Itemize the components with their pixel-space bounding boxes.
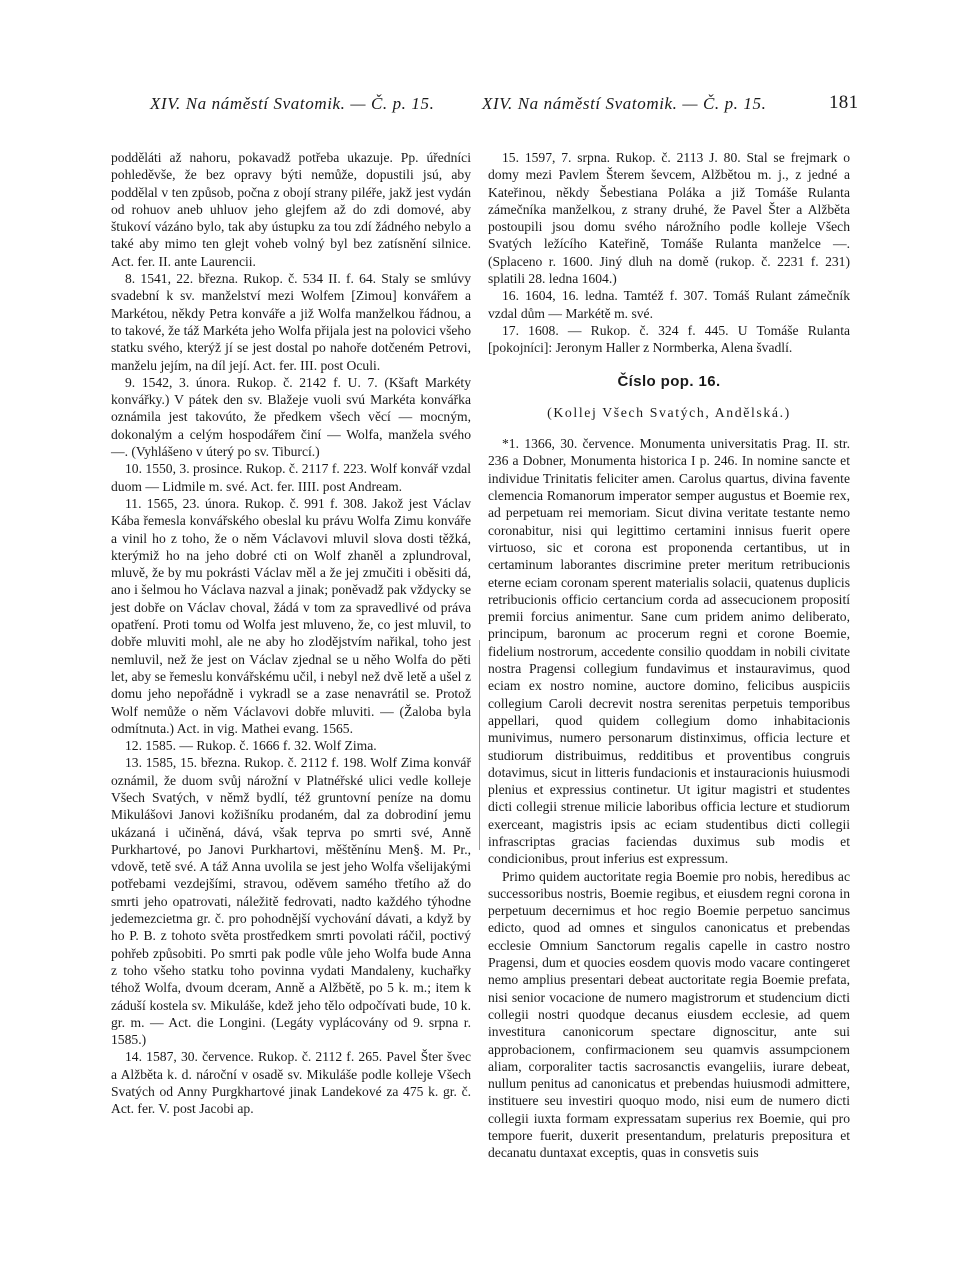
column-divider [479, 640, 480, 850]
section-subheading: (Kollej Všech Svatých, Andělská.) [547, 404, 791, 420]
paragraph: Primo quidem auctoritate regia Boemie pro nobis, heredibus ac successoribus nostris, Boemie regibus, et eiusdem regni corona in perpetuum decernimus et hoc regio Boemie perpetuo sancimus edicto, quod ad omnes et singulos canonicatus et prebendas ecclesie Omnium Sanctorum regalis capelle in castro nostro Pragensi, dum et quocies eosdem quovis modo vacare contingeret nemo amplius presentari debeat auctoritate regia Boemie prefata, nisi senior vocacione de numero magistrorum et studencium dicti collegii nostri quodque decanus eiusdem ecclesie, ad quem investitura canonicorum spectare dignoscitur, ante sui approbacionem, confirmacionem seu quamvis assumpcionem aliam, corporaliter tactis sacrosanctis evangeliis, iurare debeat, nullum penitus ad canonicatus et prebendas huiusmodi admittere, instituere seu investiri quoquo modo, nisi eum de numero dicti collegii iuxta formam expressatam superius rex Boemie, qui pro tempore fuerit, duxerit presentandum, prelaturis prepositura et decanatu duntaxat exceptis, quas in consvetis suis [488, 868, 850, 1161]
paragraph: 9. 1542, 3. února. Rukop. č. 2142 f. U. 7. (Kšaft Markéty konvářky.) V pátek den sv. Blažeje vuoli svú Markéta konvářka oznámila jest takovúto, že předkem všech věcí — mocným, dokonalým a celým hospodářem činí — Wolfa, manžela svého —. (Vyhlášeno v úterý po sv. Tiburcí.) [111, 374, 471, 460]
paragraph: podděláti až nahoru, pokavadž potřeba ukazuje. Pp. úředníci pohleděvše, že bez opravy býti nemůže, dopustili jsú, aby poddělal v ten způsob, počna z obojí strany piléře, jakž jest vydán od rohuov aneb uhluov jeho glejfem až do zdi domové, aby štukoví vázáno bylo, tak aby ústupku za tou zdí žádného nebylo a také aby mimo ten glejt voheb volný byl bez zatísnění silnice. Act. fer. II. ante Laurencii. [111, 150, 471, 269]
paragraph: 14. 1587, 30. července. Rukop. č. 2112 f. 265. Pavel Šter švec a Alžběta k. d. nároční v osadě sv. Mikuláše podle kolleje Všech Svatých od Anny Purgkhartové jinak Landekové za 475 k. gr. č. Act. fer. V. post Jacobi ap. [111, 1049, 471, 1117]
paragraph: 10. 1550, 3. prosince. Rukop. č. 2117 f. 223. Wolf konvář vzdal duom — Lidmile m. své. Act. fer. IIII. post Andream. [111, 461, 471, 494]
paragraph: 17. 1608. — Rukop. č. 324 f. 445. U Tomáše Rulanta [pokojníci]: Jeronym Haller z Normberka, Alena švadlí. [488, 322, 850, 356]
paragraph: 12. 1585. — Rukop. č. 1666 f. 32. Wolf Zima. [125, 738, 377, 754]
left-column [111, 149, 471, 1118]
running-header-left: XIV. Na náměstí Svatomik. — Č. p. 15. [150, 94, 435, 113]
paragraph: 11. 1565, 23. února. Rukop. č. 991 f. 308. Jakož jest Václav Kába řemesla konvářského obeslal ku právu Wolfa Zimu konváře a vinil ho z toho, že o něm Václavovi mluvil slova dosti těžká, kterýmiž ho na jeho dobré cti on Wolf zhaněl a zplundroval, mluvě, že by mu pokrásti Václav měl a že jej zmučiti i oběsiti dá, ano i šelmou ho Václava nazval a jinak; poněvadž pak vždycky se jest dobře on Václav choval, žádá v tom za spravedlivé od práva opatření. Proti tomu od Wolfa jest mluveno, že, co jest mluvil, to dobře mluviti mohl, ale ne aby ho zlodějstvím nařikal, toho jest nemluvil, než že jest on Václav zjednal se u něho Wolfa do pěti let, aby se řemeslu konvářskému učil, i nebyl než dvě letě a ušel z domu jeho nepořádně i vykradl se a zase nenavrátil se. Protož Wolf nemůže o něm Václavovi dobře mluviti. — (Žaloba byla odmítnuta.) Act. in vig. Mathei evang. 1565. [111, 495, 471, 736]
page-number: 181 [829, 92, 859, 113]
paragraph: 16. 1604, 16. ledna. Tamtéž f. 307. Tomáš Rulant zámečník vzdal dům — Markétě m. své. [488, 288, 850, 321]
paragraph: 13. 1585, 15. března. Rukop. č. 2112 f. 198. Wolf Zima konvář oznámil, že duom svůj nárožní v Platnéřské ulici vedle kolleje Všech Svatých, v němž bydlí, též gruntovní peníze na domu Mikulášovi Janovi kožišníku prodaném, dal za dobrodiní jemu ukázaná i učiněná, dává, však teprva po smrti své, Anně Purkhartové, po Janovi Purkhartovi, měštěnínu Men§. M. Pr., vdově, tetě své. A táž Anna uvolila se jest jeho Wolfa všelijakými potřebami vezdejšími, stravou, oděvem samého třetího až do smrti jeho opatrovati, náležitě fedrovati, nadto každého týhodne jedemezcietma gr. č. pro pohodnější vychování dávati, a když by ho P. B. z tohoto světa prostředkem smrti povolati ráčil, poctivý pohřeb způsobiti. Po smrti pak podle vůle jeho Wolfa bude Anna z toho všeho statku toho povinna vydati Mandaleny, kuchařky téhož Wolfa, dvoum dceram, Anně a Alžbětě, po 5 k. m.; item k záduší kostela sv. Mikuláše, kdež jeho tělo odpočívati bude, 10 k. gr. m. — Act. die Longini. (Legáty vyplácovány od 9. srpna r. 1585.) [111, 755, 471, 1048]
paragraph: *1. 1366, 30. července. Monumenta universitatis Prag. II. str. 236 a Dobner, Monumenta historica I p. 246. In nomine sancte et individue Trinitatis feliciter amen. Carolus quartus, divina favente clemencia Romanorum imperator semper augustus et Boemie rex, ad perpetuam rei memoriam. Sicut divina veritate testante nemo coronabitur, nisi qui legittimo certamini innisus fuerit opere virtuoso, sic et corona est proponenda certantibus, ut in certaminum laborantes discrimine preter meritum retribucionis eterne eciam coronam sperent materialis solacii, quatenus duplicis retribucionis officio certancium corda ad assecucionem proposití premii forcius animentur. Sane cum pridem animo deliberato, principum, baronum ac procerum regni et corone Boemie, fidelium nostrorum, accedente consilio quoddam in nobili civitate nostra Pragensi collegium fundavimus et instauravimus, quod eciam ex nostro nomine, auctore domino, felicibus auspiciis collegium Caroli decrevit nostra serenitas perpetuis temporibus appellari, quod quidem collegium domo inhabitacionis munivimus, numero personarum distinximus, officia lecture et studiorum distribuimus, redditibus et proventibus congruis dotavimus, sicut in litteris fundacionis et instauracionis huiusmodi plenius et expressius continetur. Ut igitur magistri et studentes dicti collegii strenue milicie laboribus officia lecture et studiorum exerceant, magistris ipsis ac eciam studentibus dicti collegii infrascriptas gracias faciendas duximus sub modis et condicionibus, prout inferius est expressum. [488, 436, 850, 867]
paragraph: 15. 1597, 7. srpna. Rukop. č. 2113 J. 80. Stal se frejmark o domy mezi Pavlem Šterem ševcem, Alžbětou m. j., z jedné a Kateřinou, někdy Šebestiana Poláka a již Tomáše Rulanta zámečníka manželkou, z strany druhé, že Pavel Šter a Alžběta postoupili jsou domu svého nárožního podle kolleje Všech Svatých ležícího Kateřině, Tomáše Rulanta manželce —. (Splaceno r. 1600. Jiný dluh na domě (rukop. č. 2231 f. 231) splatili 28. ledna 1604.) [488, 150, 850, 287]
paragraph: 8. 1541, 22. března. Rukop. č. 534 II. f. 64. Staly se smlúvy svadební k sv. manželství mezi Wolfem [Zimou] konvářem a Markétou, někdy Petra konváře a již Wolfa manželkou řádnou, a to takové, že táž Markéta jeho Wolfa přijala jest na polovici všeho statku svého, kterýž jí se jest dostal po nahoře dotčeném Petrovi, manželu jejím, na díl její. Act. fer. III. post Oculi. [111, 271, 471, 373]
right-column [488, 149, 850, 1162]
running-header-right: XIV. Na náměstí Svatomik. — Č. p. 15. [482, 94, 767, 113]
section-heading: Číslo pop. 16. [617, 372, 721, 390]
